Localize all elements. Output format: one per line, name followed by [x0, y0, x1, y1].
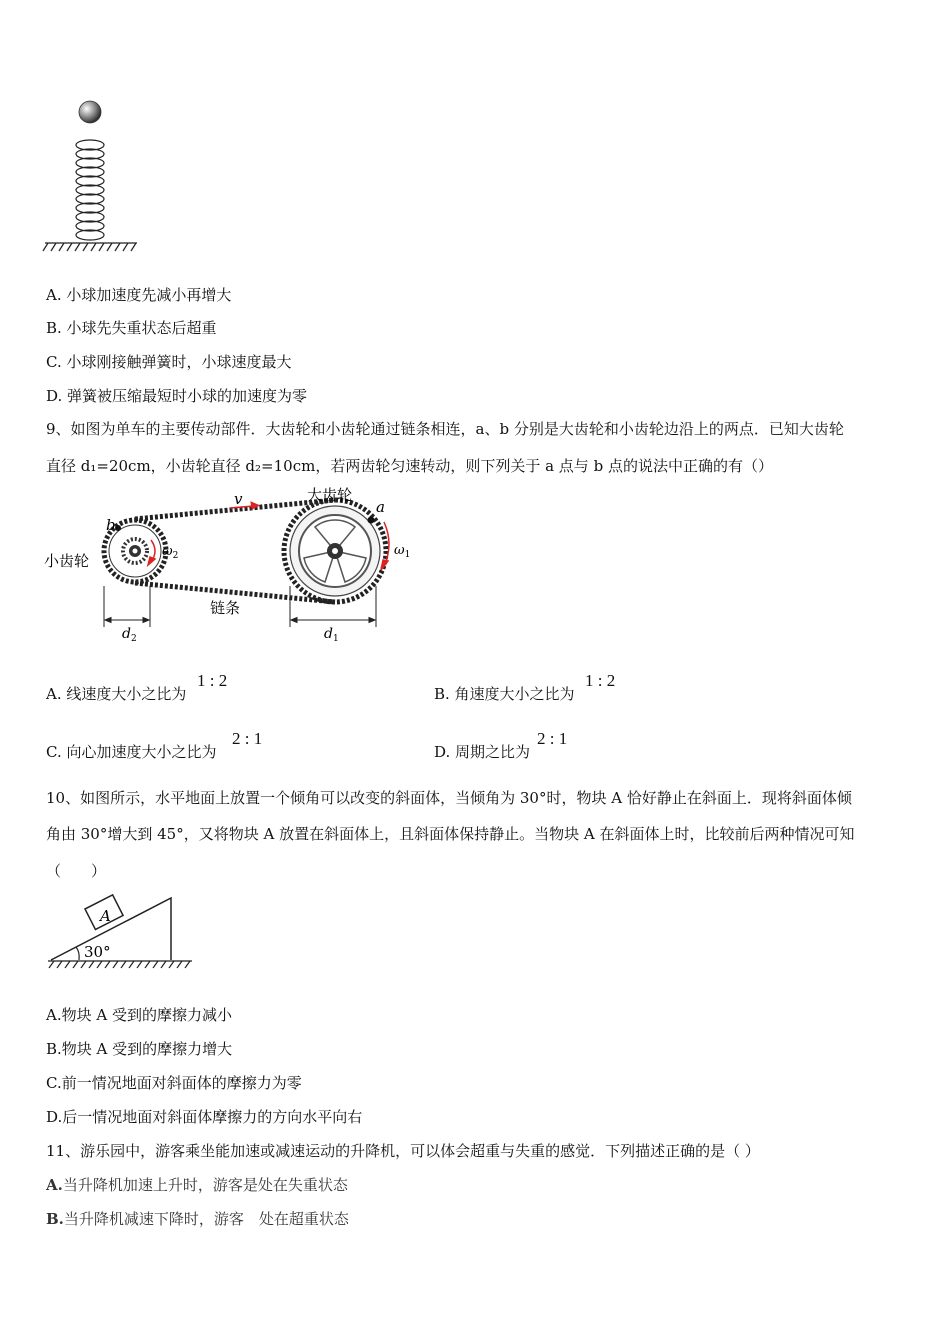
- q11-stem: 11、游乐园中，游客乘坐能加速或减速运动的升降机，可以体会超重与失重的感觉．下列描述正确的是（ ）: [46, 1142, 760, 1160]
- v-label: v: [234, 490, 243, 508]
- q8-option-b: B. 小球先失重状态后超重: [46, 319, 217, 337]
- d1-subscript: 1: [332, 634, 339, 644]
- chain-label: 链条: [210, 599, 241, 617]
- q10-stem-line1: 10、如图所示，水平地面上放置一个倾角可以改变的斜面体，当倾角为 30°时，物块 A 恰好静止在斜面上．现将斜面体倾: [46, 789, 852, 807]
- angle-label: 30°: [84, 943, 111, 961]
- d2-subscript: 2: [130, 634, 137, 644]
- incline-figure: [46, 890, 196, 975]
- d1-label: [324, 626, 339, 644]
- angle-arc: [76, 947, 79, 960]
- omega2-subscript: 2: [172, 551, 179, 561]
- q11-option-b-letter: B.: [46, 1210, 64, 1228]
- q11-option-b: [46, 1209, 349, 1229]
- small-gear-label: 小齿轮: [44, 552, 90, 570]
- ground: [43, 243, 137, 251]
- q9-option-b-ratio: 1 : 2: [585, 671, 616, 690]
- d2-symbol: d: [122, 626, 131, 642]
- ground: [48, 961, 192, 968]
- point-b-marker: [115, 525, 121, 531]
- omega2-label: [162, 544, 178, 561]
- q10-option-a: A.物块 A 受到的摩擦力减小: [46, 1006, 232, 1024]
- q9-option-c-ratio: 2 : 1: [232, 729, 263, 748]
- ball: [79, 101, 101, 123]
- q11-option-a-letter: A.: [46, 1176, 63, 1194]
- q10-option-b: B.物块 A 受到的摩擦力增大: [46, 1040, 233, 1058]
- omega1-symbol: ω: [394, 543, 405, 558]
- b-label: b: [106, 516, 116, 534]
- q9-stem-line1: 9、如图为单车的主要传动部件．大齿轮和小齿轮通过链条相连，a、b 分别是大齿轮和小齿轮边沿上的两点．已知大齿轮: [46, 420, 844, 438]
- q11-option-b-text: 当升降机减速下降时，游客 处在超重状态: [63, 1210, 349, 1228]
- q8-option-c: C. 小球刚接触弹簧时，小球速度最大: [46, 353, 292, 371]
- q10-option-d: D.后一情况地面对斜面体摩擦力的方向水平向右: [46, 1108, 363, 1126]
- d2-label: [122, 626, 137, 644]
- q8-option-a: A. 小球加速度先减小再增大: [46, 286, 232, 304]
- q11-option-a: [46, 1175, 348, 1195]
- q10-stem-line3: （ ）: [46, 862, 107, 880]
- q9-option-c: C. 向心加速度大小之比为: [46, 743, 217, 761]
- q9-option-d-ratio: 2 : 1: [537, 729, 568, 748]
- spring: [76, 140, 104, 240]
- q9-stem-line2: 直径 d₁=20cm，小齿轮直径 d₂=10cm，若两齿轮匀速转动，则下列关于 a 点与 b 点的说法中正确的有（）: [46, 457, 773, 475]
- a-label: a: [376, 498, 385, 516]
- q9-option-b: B. 角速度大小之比为: [434, 685, 575, 703]
- d1-symbol: d: [324, 626, 333, 642]
- q9-option-d: D. 周期之比为: [434, 743, 531, 761]
- q10-stem-line2: 角由 30°增大到 45°，又将物块 A 放置在斜面体上，且斜面体保持静止。当物块 A 在斜面体上时，比较前后两种情况可知: [46, 825, 855, 843]
- point-a-marker: [368, 517, 375, 524]
- omega2-symbol: ω: [162, 544, 173, 559]
- q10-option-c: C.前一情况地面对斜面体的摩擦力为零: [46, 1074, 302, 1092]
- block-a-label: A: [100, 907, 111, 925]
- q8-option-d: D. 弹簧被压缩最短时小球的加速度为零: [46, 387, 308, 405]
- q11-option-a-text: 当升降机加速上升时，游客是处在失重状态: [62, 1176, 348, 1194]
- omega1-subscript: 1: [404, 550, 411, 560]
- omega1-label: [394, 543, 410, 560]
- spring-ball-figure: [40, 95, 150, 255]
- q9-option-a-ratio: 1 : 2: [197, 671, 228, 690]
- q9-option-a: A. 线速度大小之比为: [46, 685, 187, 703]
- bicycle-gear-figure: [40, 482, 420, 647]
- big-gear-label: 大齿轮: [307, 486, 353, 504]
- big-gear: [284, 500, 386, 602]
